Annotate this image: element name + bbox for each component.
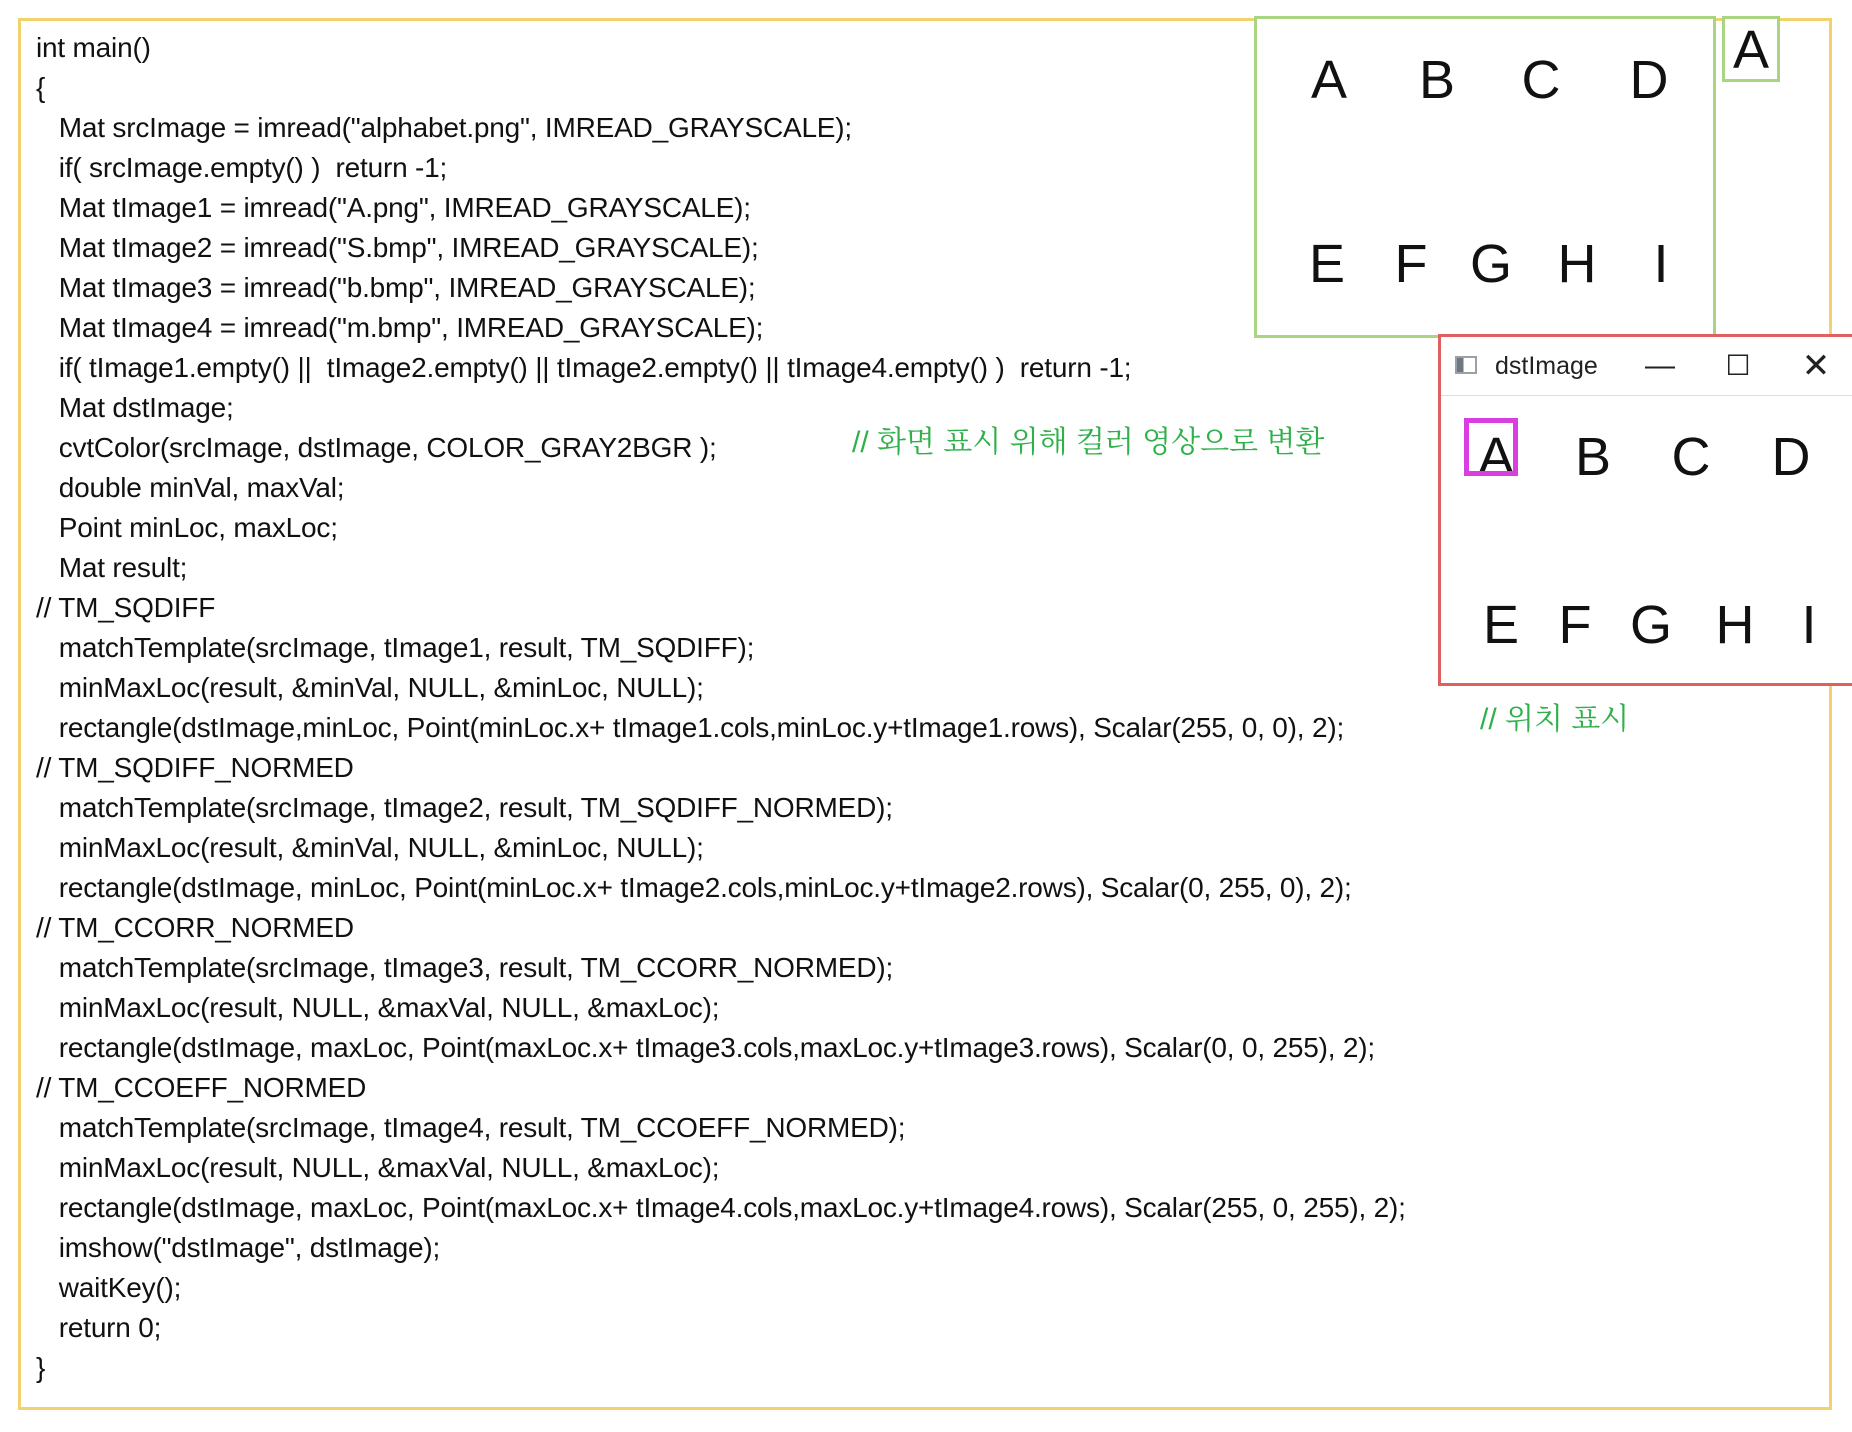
dstimage-window[interactable]: [1438, 334, 1852, 686]
minimize-button[interactable]: —: [1645, 349, 1675, 382]
code-line: rectangle(dstImage, minLoc, Point(minLoc.x+ tImage2.cols,minLoc.y+tImage2.rows), Scalar(0, 255, 0), 2);: [36, 872, 1352, 903]
code-block: [36, 28, 1406, 1388]
source-image-panel: [1254, 16, 1716, 338]
code-line: Mat srcImage = imread("alphabet.png", IMREAD_GRAYSCALE);: [36, 112, 852, 143]
code-line: Mat dstImage;: [36, 392, 234, 423]
result-letter: H: [1715, 595, 1755, 655]
code-line: rectangle(dstImage,minLoc, Point(minLoc.x+ tImage1.cols,minLoc.y+tImage1.rows), Scalar(255, 0, 0), 2);: [36, 712, 1345, 743]
result-letter: G: [1629, 595, 1672, 655]
code-line: Mat tImage4 = imread("m.bmp", IMREAD_GRAYSCALE);: [36, 312, 764, 343]
code-line: imshow("dstImage", dstImage);: [36, 1232, 441, 1263]
code-line: }: [36, 1352, 46, 1383]
code-line: matchTemplate(srcImage, tImage2, result, TM_SQDIFF_NORMED);: [36, 792, 893, 823]
result-letter: B: [1574, 427, 1612, 487]
code-line: Mat tImage3 = imread("b.bmp", IMREAD_GRAYSCALE);: [36, 272, 756, 303]
result-letter: A: [1477, 427, 1515, 487]
source-letter: D: [1629, 50, 1669, 110]
result-letter: C: [1671, 427, 1711, 487]
source-letter: I: [1653, 234, 1669, 294]
code-line: if( tImage1.empty() || tImage2.empty() || tImage2.empty() || tImage4.empty() ) return -1;: [36, 352, 1132, 383]
maximize-button[interactable]: ☐: [1725, 350, 1751, 381]
location-comment: // 위치 표시: [1480, 703, 1630, 736]
code-line: Point minLoc, maxLoc;: [36, 512, 338, 543]
template-image-panel: [1722, 16, 1780, 82]
window-titlebar[interactable]: [1441, 337, 1852, 396]
code-line: if( srcImage.empty() ) return -1;: [36, 152, 448, 183]
dstimage-canvas: [1441, 396, 1852, 683]
source-letter: E: [1308, 234, 1346, 294]
source-letter: C: [1521, 50, 1561, 110]
code-line: Mat tImage2 = imread("S.bmp", IMREAD_GRAYSCALE);: [36, 232, 759, 263]
source-letter: H: [1557, 234, 1597, 294]
source-letter: G: [1469, 234, 1512, 294]
code-line: return 0;: [36, 1312, 162, 1343]
code-line: matchTemplate(srcImage, tImage1, result, TM_SQDIFF);: [36, 632, 755, 663]
code-line: Mat tImage1 = imread("A.png", IMREAD_GRAYSCALE);: [36, 192, 751, 223]
source-letter: F: [1394, 234, 1428, 294]
code-line: // TM_SQDIFF_NORMED: [36, 752, 354, 783]
code-line: matchTemplate(srcImage, tImage4, result, TM_CCOEFF_NORMED);: [36, 1112, 906, 1143]
match-rectangle: [1464, 418, 1518, 476]
code-line: minMaxLoc(result, NULL, &maxVal, NULL, &maxLoc);: [36, 992, 720, 1023]
app-window-icon: [1455, 356, 1477, 374]
code-line: minMaxLoc(result, &minVal, NULL, &minLoc, NULL);: [36, 672, 704, 703]
code-line: // TM_CCOEFF_NORMED: [36, 1072, 367, 1103]
code-line: minMaxLoc(result, NULL, &maxVal, NULL, &maxLoc);: [36, 1152, 720, 1183]
code-line: cvtColor(srcImage, dstImage, COLOR_GRAY2BGR );: [36, 432, 717, 463]
code-line: matchTemplate(srcImage, tImage3, result, TM_CCORR_NORMED);: [36, 952, 894, 983]
code-line: Mat result;: [36, 552, 188, 583]
code-line: rectangle(dstImage, maxLoc, Point(maxLoc.x+ tImage4.cols,maxLoc.y+tImage4.rows), Scalar(255, 0, 255), 2);: [36, 1192, 1406, 1223]
code-line: minMaxLoc(result, &minVal, NULL, &minLoc, NULL);: [36, 832, 704, 863]
result-letter: D: [1771, 427, 1811, 487]
result-letter: E: [1482, 595, 1520, 655]
source-letter: A: [1310, 50, 1348, 110]
code-line: rectangle(dstImage, maxLoc, Point(maxLoc.x+ tImage3.cols,maxLoc.y+tImage3.rows), Scalar(0, 0, 255), 2);: [36, 1032, 1375, 1063]
color-convert-comment: // 화면 표시 위해 컬러 영상으로 변환: [852, 426, 1325, 459]
result-letter: I: [1801, 595, 1817, 655]
code-line: // TM_SQDIFF: [36, 592, 216, 623]
source-letter: B: [1418, 50, 1456, 110]
code-line: {: [36, 72, 46, 103]
code-line: double minVal, maxVal;: [36, 472, 345, 503]
code-line: // TM_CCORR_NORMED: [36, 912, 354, 943]
window-title: dstImage: [1495, 352, 1598, 380]
template-letter: A: [1732, 20, 1770, 80]
result-letter: F: [1558, 595, 1592, 655]
code-line: waitKey();: [36, 1272, 182, 1303]
close-button[interactable]: ✕: [1801, 347, 1831, 385]
code-line: int main(): [36, 32, 151, 63]
